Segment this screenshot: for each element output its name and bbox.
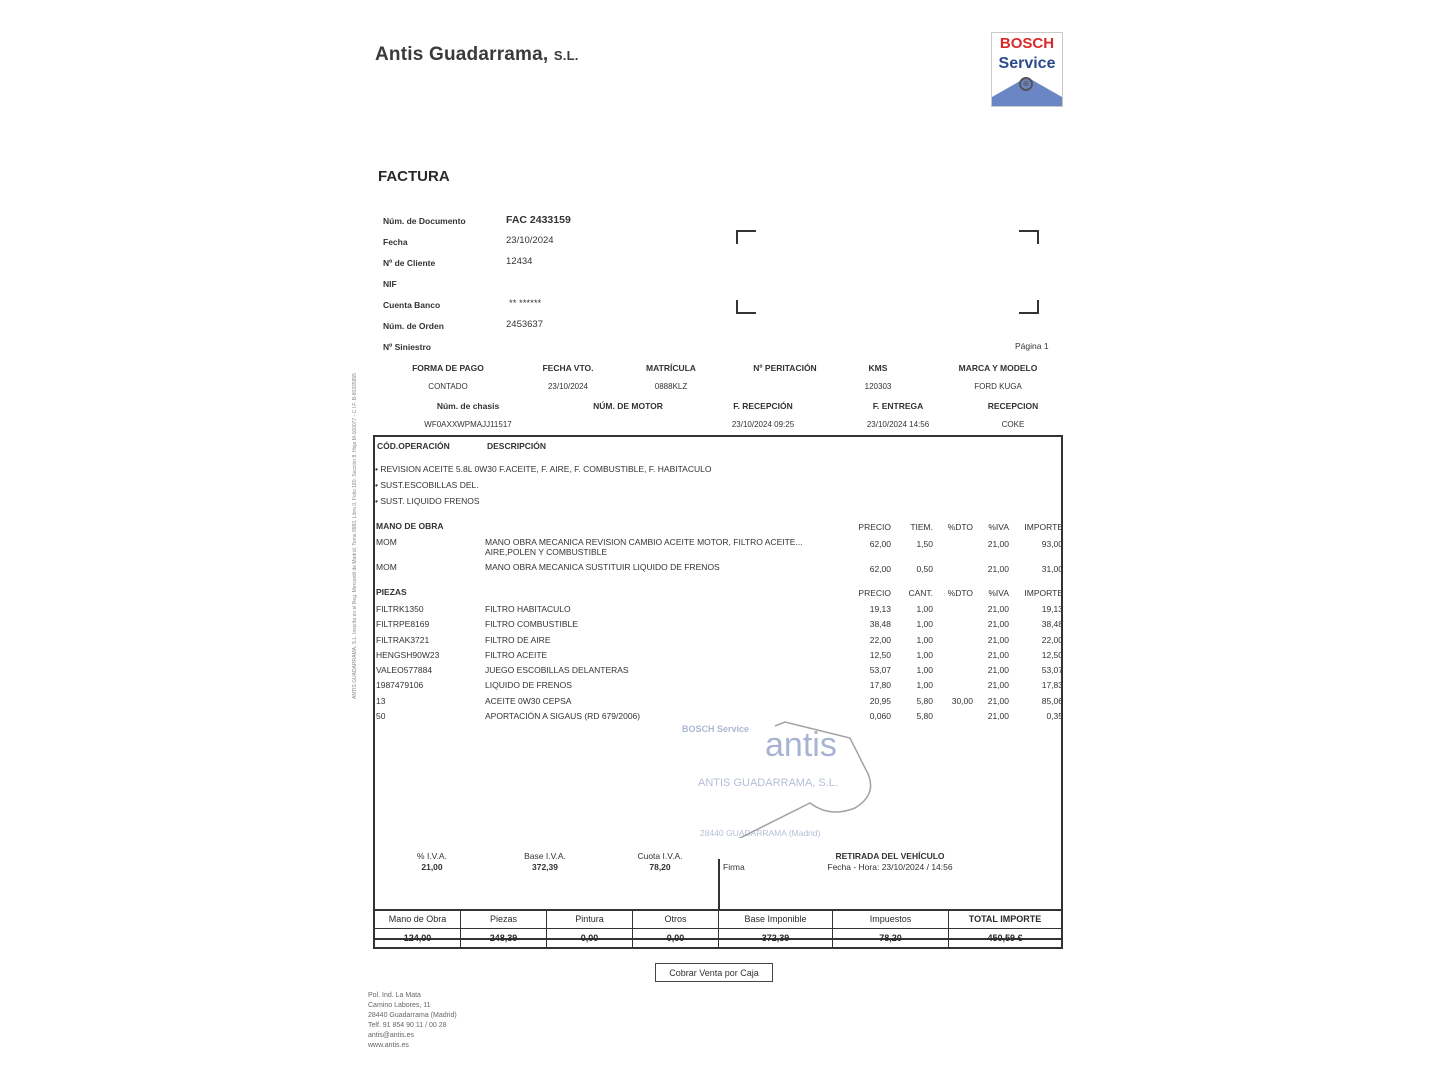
vat-pct: 21,00 xyxy=(421,862,443,872)
document-number: FAC 2433159 xyxy=(506,214,571,226)
labor-row xyxy=(375,562,1063,578)
totals-paint: 0,00 xyxy=(580,933,599,943)
labor-desc-cont: AIRE,POLEN Y COMBUSTIBLE xyxy=(485,547,608,557)
footer-line: Telf. 91 854 90 11 / 00 28 xyxy=(368,1022,447,1029)
part-price: 53,07 xyxy=(869,665,891,676)
operations-list xyxy=(375,464,711,512)
totals-col xyxy=(461,911,547,947)
company-footer xyxy=(368,991,457,1051)
operation-item: • REVISION ACEITE 5.8L 0W30 F.ACEITE, F. AIRE, F. COMBUSTIBLE, F. HABITACULO xyxy=(375,464,712,474)
part-code: HENGSH90W23 xyxy=(376,649,440,660)
labor-section-title: MANO DE OBRA xyxy=(376,521,444,531)
labor-col-price: PRECIO xyxy=(858,522,891,532)
labor-col-discount: %DTO xyxy=(947,522,973,532)
parts-col-amount: IMPORTE xyxy=(1024,588,1063,598)
totals-others: 0,00 xyxy=(666,933,685,943)
client-number: 12434 xyxy=(506,256,533,267)
part-qty: 5,80 xyxy=(916,695,933,706)
invoice-date: 23/10/2024 xyxy=(506,235,554,246)
info-label: Cuenta Banco xyxy=(383,300,441,310)
header-chassis: Núm. de chasis xyxy=(436,401,500,411)
stamp-brand: antis xyxy=(765,726,837,764)
part-desc: FILTRO COMBUSTIBLE xyxy=(485,619,578,630)
footer-line: Camino Labores, 11 xyxy=(368,1002,431,1009)
part-qty: 1,00 xyxy=(916,619,933,630)
labor-col-amount: IMPORTE xyxy=(1024,522,1063,532)
part-price: 17,80 xyxy=(869,680,891,691)
part-price: 0,060 xyxy=(869,711,891,722)
vat-base-label: Base I.V.A. xyxy=(524,851,566,861)
signature-label: Firma xyxy=(723,862,745,872)
make-model: FORD KUGA xyxy=(974,382,1022,391)
part-price: 19,13 xyxy=(869,604,891,614)
header-reception-date: F. RECEPCIÓN xyxy=(733,401,793,411)
total-amount: 450,59 € xyxy=(987,933,1023,943)
totals-header-total: TOTAL IMPORTE xyxy=(949,911,1061,929)
totals-col xyxy=(833,911,949,947)
operation-item: • SUST.ESCOBILLAS DEL. xyxy=(375,480,479,490)
pickup-title: RETIRADA DEL VEHÍCULO xyxy=(835,851,945,861)
footer-line: 28440 Guadarrama (Madrid) xyxy=(368,1012,457,1019)
info-block xyxy=(383,214,623,361)
part-code: FILTRAK3721 xyxy=(376,634,430,645)
invoice-page xyxy=(345,8,1090,1070)
info-row-client xyxy=(383,256,623,277)
part-vat: 21,00 xyxy=(987,680,1009,691)
signature-divider xyxy=(718,859,720,911)
part-amount: 17,83 xyxy=(1041,680,1063,691)
totals-parts: 248,39 xyxy=(489,933,518,943)
part-qty: 1,00 xyxy=(916,649,933,660)
part-qty: 5,80 xyxy=(916,711,933,722)
part-desc: JUEGO ESCOBILLAS DELANTERAS xyxy=(485,665,629,676)
totals-col xyxy=(547,911,633,947)
labor-col-time: TIEM. xyxy=(910,522,933,532)
labor-row xyxy=(375,537,1063,561)
part-vat: 21,00 xyxy=(987,604,1009,614)
logo-line1: BOSCH xyxy=(999,35,1055,52)
table-row xyxy=(375,604,1063,619)
footer-line: antis@antis.es xyxy=(368,1032,415,1039)
vat-quota: 78,20 xyxy=(649,862,671,872)
part-vat: 21,00 xyxy=(987,695,1009,706)
labor-col-vat: %IVA xyxy=(988,522,1009,532)
logo-line2: Service xyxy=(998,55,1056,72)
part-qty: 1,00 xyxy=(916,634,933,645)
header-reception: RECEPCION xyxy=(987,401,1039,411)
company-stamp xyxy=(680,708,890,838)
totals-header-paint: Pintura xyxy=(547,911,632,929)
labor-vat: 21,00 xyxy=(987,539,1009,549)
labor-amount: 31,00 xyxy=(1041,564,1063,574)
payment-method: CONTADO xyxy=(428,382,468,391)
parts-col-price: PRECIO xyxy=(858,588,891,598)
address-corner-tr xyxy=(1019,230,1039,244)
totals-taxes: 78,20 xyxy=(879,933,902,943)
part-vat: 21,00 xyxy=(987,711,1009,722)
stamp-name: ANTIS GUADARRAMA, S.L. xyxy=(698,777,838,789)
labor-price: 62,00 xyxy=(869,539,891,549)
footer-line: Pol. Ind. La Mata xyxy=(368,992,421,999)
part-price: 38,48 xyxy=(869,619,891,630)
labor-code: MOM xyxy=(376,537,397,547)
part-code: FILTRPE8169 xyxy=(376,619,430,630)
operation-text: SUST. LIQUIDO FRENOS xyxy=(380,496,480,506)
header-plate: MATRÍCULA xyxy=(646,363,696,373)
parts-section-title: PIEZAS xyxy=(376,587,407,597)
address-corner-tl xyxy=(736,230,756,244)
due-date: 23/10/2024 xyxy=(547,382,589,391)
operation-text: SUST.ESCOBILLAS DEL. xyxy=(380,480,479,490)
part-desc: FILTRO DE AIRE xyxy=(485,634,551,645)
parts-col-vat: %IVA xyxy=(988,588,1009,598)
address-corner-br xyxy=(1019,300,1039,314)
part-qty: 1,00 xyxy=(916,604,933,614)
part-discount: 30,00 xyxy=(951,695,973,706)
header-make-model: MARCA Y MODELO xyxy=(958,363,1038,373)
header-appraisal: Nº PERITACIÓN xyxy=(753,363,817,373)
vat-quota-label: Cuota I.V.A. xyxy=(637,851,683,861)
address-corner-bl xyxy=(736,300,756,314)
info-label: Núm. de Documento xyxy=(383,216,466,226)
info-label: Fecha xyxy=(383,237,408,247)
labor-vat: 21,00 xyxy=(987,564,1009,574)
table-row xyxy=(375,680,1063,695)
operation-text: REVISION ACEITE 5.8L 0W30 F.ACEITE, F. AIRE, F. COMBUSTIBLE, F. HABITACULO xyxy=(380,464,712,474)
info-label: Nº Siniestro xyxy=(383,342,431,352)
header-kms: KMS xyxy=(868,363,888,373)
totals-taxable-base: 372,39 xyxy=(761,933,790,943)
info-label: Nº de Cliente xyxy=(383,258,436,268)
totals-header-others: Otros xyxy=(633,911,718,929)
info-label: NIF xyxy=(383,279,397,289)
part-price: 20,95 xyxy=(869,695,891,706)
part-desc: LIQUIDO DE FRENOS xyxy=(485,680,572,691)
header-engine: NÚM. DE MOTOR xyxy=(593,401,663,411)
delivery-date: 23/10/2024 14:56 xyxy=(866,420,930,429)
parts-col-qty: CANT. xyxy=(908,588,933,598)
part-vat: 21,00 xyxy=(987,665,1009,676)
part-amount: 0,35 xyxy=(1046,711,1063,722)
totals-labor: 124,00 xyxy=(403,933,432,943)
header-payment-method: FORMA DE PAGO xyxy=(412,363,484,373)
part-code: FILTRK1350 xyxy=(376,604,424,614)
order-number: 2453637 xyxy=(506,319,543,330)
part-amount: 22,00 xyxy=(1041,634,1063,645)
header-delivery-date: F. ENTREGA xyxy=(872,401,924,411)
company-name xyxy=(375,44,579,66)
totals-col xyxy=(375,911,461,947)
labor-time: 0,50 xyxy=(916,564,933,574)
labor-time: 1,50 xyxy=(916,539,933,549)
pickup-datetime: Fecha - Hora: 23/10/2024 / 14:56 xyxy=(827,862,953,872)
plate: 0888KLZ xyxy=(654,382,688,391)
labor-code: MOM xyxy=(376,562,397,572)
registry-side-text: ANTIS GUADARRAMA, S.L. Inscrita en el Reg. Mercantil de Madrid, Tomo 9983, Libro 0, Folio 180, Sección 8, Hoja M-160077 - C.I.F. B-80335955 xyxy=(352,373,358,699)
operation-item: • SUST. LIQUIDO FRENOS xyxy=(375,496,480,506)
cobrar-venta-button[interactable]: Cobrar Venta por Caja xyxy=(655,963,773,982)
info-row-nif xyxy=(383,277,623,298)
chassis-number: WF0AXXWPMAJJ11517 xyxy=(424,420,512,429)
bank-account: ** ****** xyxy=(509,298,542,309)
table-row xyxy=(375,650,1063,665)
bosch-emblem-icon: ⊕ xyxy=(1019,77,1033,91)
totals-col xyxy=(633,911,719,947)
vehicle-row-1 xyxy=(373,363,1063,403)
labor-desc: MANO OBRA MECANICA REVISION CAMBIO ACEITE MOTOR, FILTRO ACEITE... xyxy=(485,537,803,547)
vehicle-row-2 xyxy=(373,401,1063,437)
totals-col xyxy=(719,911,833,947)
parts-col-discount: %DTO xyxy=(947,588,973,598)
info-row-bank xyxy=(383,298,623,319)
vat-pct-label: % I.V.A. xyxy=(417,851,447,861)
ops-desc-header: DESCRIPCIÓN xyxy=(487,441,547,451)
part-vat: 21,00 xyxy=(987,649,1009,660)
stamp-town: 28440 GUADARRAMA (Madrid) xyxy=(700,828,821,838)
part-code: 1987479106 xyxy=(376,680,424,691)
part-desc: APORTACIÓN A SIGAUS (RD 679/2006) xyxy=(485,711,641,722)
bosch-service-logo xyxy=(991,32,1063,107)
totals-header-taxable-base: Base Imponible xyxy=(719,911,832,929)
info-row-claim xyxy=(383,340,623,361)
company-name-text: Antis Guadarrama, xyxy=(375,44,549,65)
part-price: 12,50 xyxy=(869,649,891,660)
totals-header-taxes: Impuestos xyxy=(833,911,948,929)
ops-code-header: CÓD.OPERACIÓN xyxy=(377,441,450,451)
part-code: 13 xyxy=(376,695,386,706)
table-row xyxy=(375,665,1063,680)
page-number: Página 1 xyxy=(1015,341,1049,351)
part-amount: 85,06 xyxy=(1041,695,1063,706)
labor-amount: 93,00 xyxy=(1041,539,1063,549)
part-price: 22,00 xyxy=(869,634,891,645)
part-desc: FILTRO HABITACULO xyxy=(485,604,571,614)
part-amount: 12,50 xyxy=(1041,649,1063,660)
reception-person: COKE xyxy=(1001,420,1025,429)
part-desc: FILTRO ACEITE xyxy=(485,649,548,660)
part-amount: 53,07 xyxy=(1041,665,1063,676)
part-qty: 1,00 xyxy=(916,665,933,676)
part-amount: 38,48 xyxy=(1041,619,1063,630)
info-label: Núm. de Orden xyxy=(383,321,444,331)
totals-col xyxy=(949,911,1061,947)
info-row-date xyxy=(383,235,623,256)
totals-table xyxy=(373,909,1063,949)
totals-header-labor: Mano de Obra xyxy=(375,911,460,929)
table-row xyxy=(375,619,1063,634)
totals-header-parts: Piezas xyxy=(461,911,546,929)
vat-base: 372,39 xyxy=(532,862,558,872)
labor-desc: MANO OBRA MECANICA SUSTITUIR LIQUIDO DE FRENOS xyxy=(485,562,720,572)
stamp-bosch: BOSCH Service xyxy=(682,724,750,734)
part-code: VALEO577884 xyxy=(376,665,433,676)
part-qty: 1,00 xyxy=(916,680,933,691)
info-row-document xyxy=(383,214,623,235)
part-vat: 21,00 xyxy=(987,619,1009,630)
invoice-body xyxy=(373,435,1063,940)
footer-line: www.antis.es xyxy=(368,1042,409,1049)
labor-price: 62,00 xyxy=(869,564,891,574)
part-code: 50 xyxy=(376,711,386,722)
table-row xyxy=(375,635,1063,650)
part-desc: ACEITE 0W30 CEPSA xyxy=(485,695,572,706)
document-title: FACTURA xyxy=(378,168,450,185)
company-suffix: S.L. xyxy=(553,48,579,63)
header-due-date: FECHA VTO. xyxy=(542,363,594,373)
part-amount: 19,13 xyxy=(1041,604,1063,614)
kms: 120303 xyxy=(864,382,892,391)
reception-date: 23/10/2024 09:25 xyxy=(731,420,795,429)
part-vat: 21,00 xyxy=(987,634,1009,645)
info-row-order xyxy=(383,319,623,340)
